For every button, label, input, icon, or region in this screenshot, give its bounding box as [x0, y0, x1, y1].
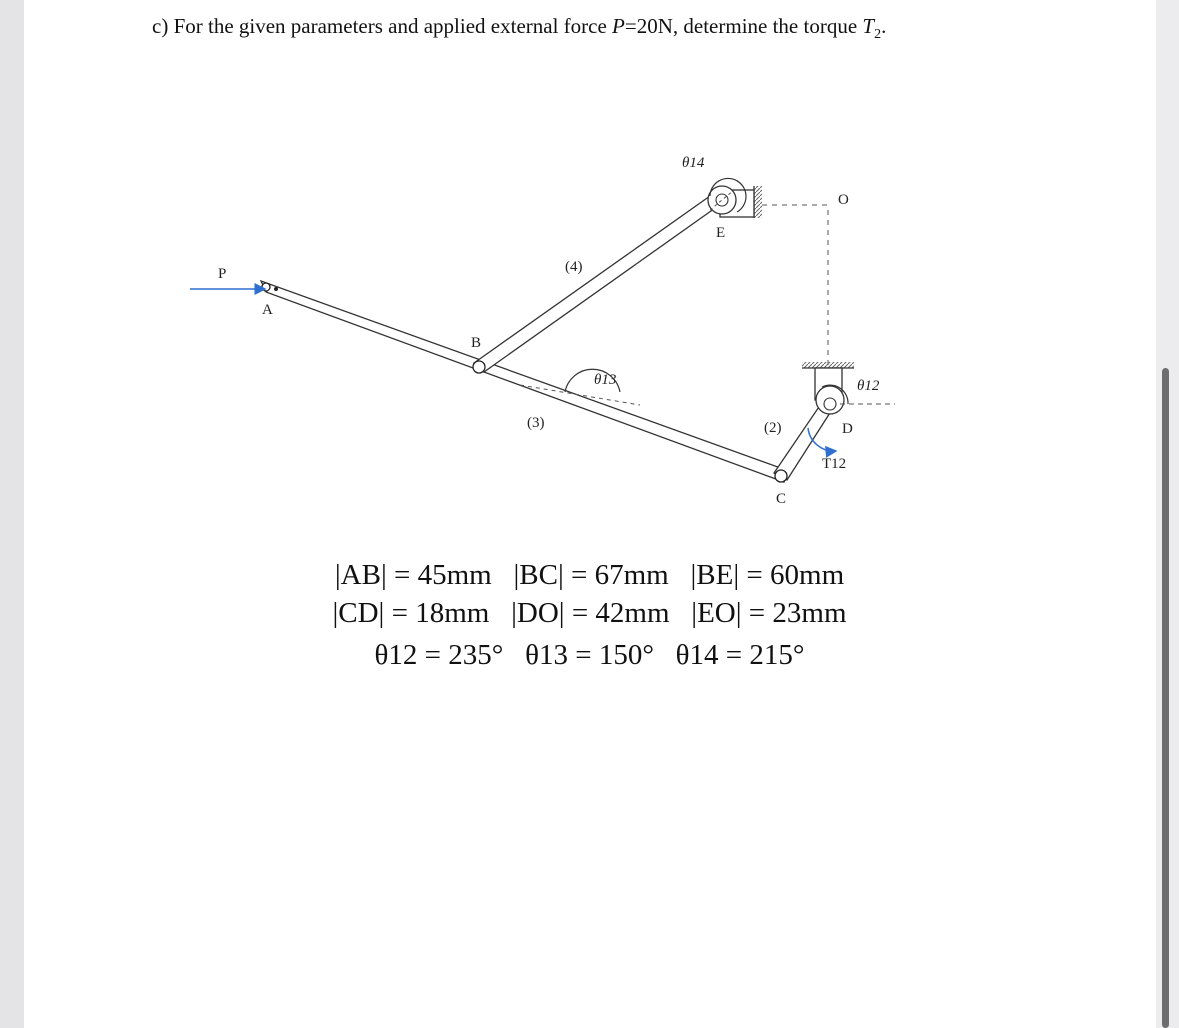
label-d: D: [842, 421, 853, 437]
link-4-bar: [474, 196, 718, 372]
joint-b: [473, 361, 485, 373]
label-link-2: (2): [764, 420, 782, 436]
equation-row-2: |CD| = 18mm |DO| = 42mm |EO| = 23mm: [332, 597, 847, 629]
ground-support-d: [802, 362, 854, 414]
label-e: E: [716, 225, 726, 241]
label-o: O: [838, 192, 849, 208]
link-3-bar: [261, 281, 789, 482]
label-link-4: (4): [565, 259, 583, 275]
joint-c: [775, 470, 787, 482]
label-theta12: θ12: [857, 378, 880, 394]
ground-support-e: [708, 186, 762, 218]
label-torque: T12: [822, 456, 847, 472]
label-p: P: [218, 266, 227, 282]
label-theta13: θ13: [594, 372, 617, 388]
question-text: c) For the given parameters and applied external force P=20N, determine the torque $T_2$.: [152, 14, 887, 43]
label-b: B: [471, 335, 482, 351]
equation-row-3: θ12 = 235° θ13 = 150° θ14 = 215°: [374, 639, 805, 671]
label-theta14: θ14: [682, 155, 705, 171]
equation-row-1: |AB| = 45mm |BC| = 67mm |BE| = 60mm: [334, 559, 845, 591]
joint-a-dot: [274, 287, 278, 291]
joint-a: [262, 283, 270, 291]
label-c: C: [776, 491, 787, 507]
label-link-3: (3): [527, 415, 545, 431]
label-a: A: [262, 302, 273, 318]
